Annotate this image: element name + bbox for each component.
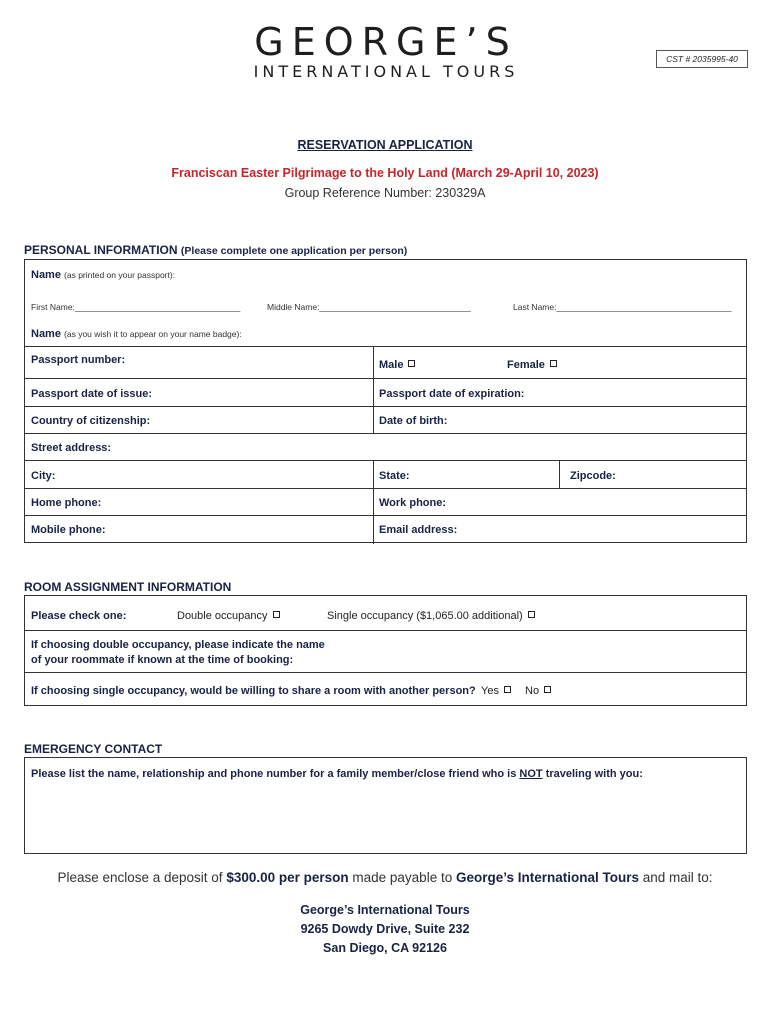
female-label: Female — [507, 359, 545, 371]
divider — [25, 672, 746, 673]
column-divider — [373, 346, 374, 433]
name-passport-note: (as printed on your passport): — [64, 270, 176, 280]
home-phone-label[interactable]: Home phone: — [31, 497, 102, 509]
share-room-question: If choosing single occupancy, would be willing to share a room with another person? — [31, 685, 476, 697]
column-divider — [373, 460, 374, 544]
personal-heading-note: (Please complete one application per person) — [180, 245, 408, 257]
name-passport-label-text: Name — [31, 269, 61, 281]
share-yes-option[interactable] — [481, 685, 511, 697]
share-no-option[interactable] — [525, 685, 551, 697]
emergency-contact-heading: EMERGENCY CONTACT — [24, 742, 163, 756]
zipcode-label[interactable]: Zipcode: — [570, 470, 616, 482]
emergency-instruction-not: NOT — [519, 768, 543, 780]
divider — [25, 488, 746, 489]
divider — [25, 630, 746, 631]
female-option[interactable] — [507, 359, 557, 371]
mailing-address-line3: San Diego, CA 92126 — [323, 941, 447, 955]
mailing-address-line1: George’s International Tours — [300, 903, 470, 917]
room-assignment-box — [24, 595, 747, 706]
personal-heading-text: PERSONAL INFORMATION — [24, 243, 178, 257]
divider — [25, 515, 746, 516]
passport-issue-label[interactable]: Passport date of issue: — [31, 388, 153, 400]
deposit-text-1: Please enclose a deposit of — [57, 870, 227, 885]
share-no-checkbox[interactable] — [544, 686, 551, 693]
double-occupancy-checkbox[interactable] — [273, 611, 280, 618]
passport-expiration-label[interactable]: Passport date of expiration: — [379, 388, 525, 400]
divider — [25, 460, 746, 461]
deposit-instruction — [0, 870, 770, 885]
roommate-label-line1: If choosing double occupancy, please indicate the name — [31, 639, 325, 651]
emergency-instruction — [31, 768, 643, 780]
personal-info-box — [24, 259, 747, 543]
emergency-contact-box[interactable] — [24, 757, 747, 854]
street-address-label[interactable]: Street address: — [31, 442, 112, 454]
citizenship-label[interactable]: Country of citizenship: — [31, 415, 151, 427]
double-occupancy-option[interactable] — [177, 610, 280, 622]
deposit-company: George’s International Tours — [455, 870, 639, 885]
single-occupancy-label: Single occupancy ($1,065.00 additional) — [327, 610, 523, 622]
room-assignment-heading: ROOM ASSIGNMENT INFORMATION — [24, 580, 232, 594]
divider — [25, 378, 746, 379]
check-one-label: Please check one: — [31, 610, 127, 622]
work-phone-label[interactable]: Work phone: — [379, 497, 447, 509]
page-title: RESERVATION APPLICATION — [297, 138, 473, 152]
divider — [25, 433, 746, 434]
first-name-field[interactable]: First Name:___________________________________ — [31, 302, 241, 312]
logo-main-text: GEORGE’S — [254, 20, 518, 64]
mobile-phone-label[interactable]: Mobile phone: — [31, 524, 106, 536]
name-passport-label — [31, 269, 175, 281]
emergency-instruction-pre: Please list the name, relationship and phone number for a family member/close friend who is — [31, 768, 520, 780]
single-occupancy-checkbox[interactable] — [528, 611, 535, 618]
personal-info-heading — [24, 243, 407, 257]
deposit-amount: $300.00 per person — [226, 870, 349, 885]
company-logo — [246, 22, 526, 82]
mailing-address-line2: 9265 Dowdy Drive, Suite 232 — [300, 922, 470, 936]
cst-number-badge: CST # 2035995-40 — [656, 50, 748, 68]
male-option[interactable] — [379, 359, 415, 371]
middle-name-field[interactable]: Middle Name:________________________________ — [267, 302, 471, 312]
divider — [25, 406, 746, 407]
column-divider — [559, 460, 560, 488]
female-checkbox[interactable] — [550, 360, 557, 367]
deposit-text-2: made payable to — [348, 870, 456, 885]
single-occupancy-option[interactable] — [327, 610, 535, 622]
logo-sub-text: INTERNATIONAL TOURS — [253, 62, 519, 81]
share-yes-checkbox[interactable] — [504, 686, 511, 693]
double-occupancy-label: Double occupancy — [177, 610, 268, 622]
passport-number-label[interactable]: Passport number: — [31, 354, 126, 366]
group-reference: Group Reference Number: 230329A — [284, 186, 486, 200]
emergency-instruction-post: traveling with you: — [542, 768, 643, 780]
share-no-label: No — [525, 685, 540, 697]
divider — [25, 346, 746, 347]
roommate-label-line2[interactable]: of your roommate if known at the time of booking: — [31, 654, 294, 666]
deposit-text-3: and mail to: — [639, 870, 713, 885]
dob-label[interactable]: Date of birth: — [379, 415, 448, 427]
male-checkbox[interactable] — [408, 360, 415, 367]
city-label[interactable]: City: — [31, 470, 56, 482]
trip-subtitle: Franciscan Easter Pilgrimage to the Holy Land (March 29-April 10, 2023) — [171, 166, 599, 180]
share-yes-label: Yes — [481, 685, 499, 697]
state-label[interactable]: State: — [379, 470, 410, 482]
last-name-field[interactable]: Last Name:_____________________________________ — [513, 302, 732, 312]
name-badge-label — [31, 328, 242, 340]
email-label[interactable]: Email address: — [379, 524, 458, 536]
name-badge-label-text: Name — [31, 328, 61, 340]
name-badge-note: (as you wish it to appear on your name badge): — [64, 329, 242, 339]
male-label: Male — [379, 359, 404, 371]
